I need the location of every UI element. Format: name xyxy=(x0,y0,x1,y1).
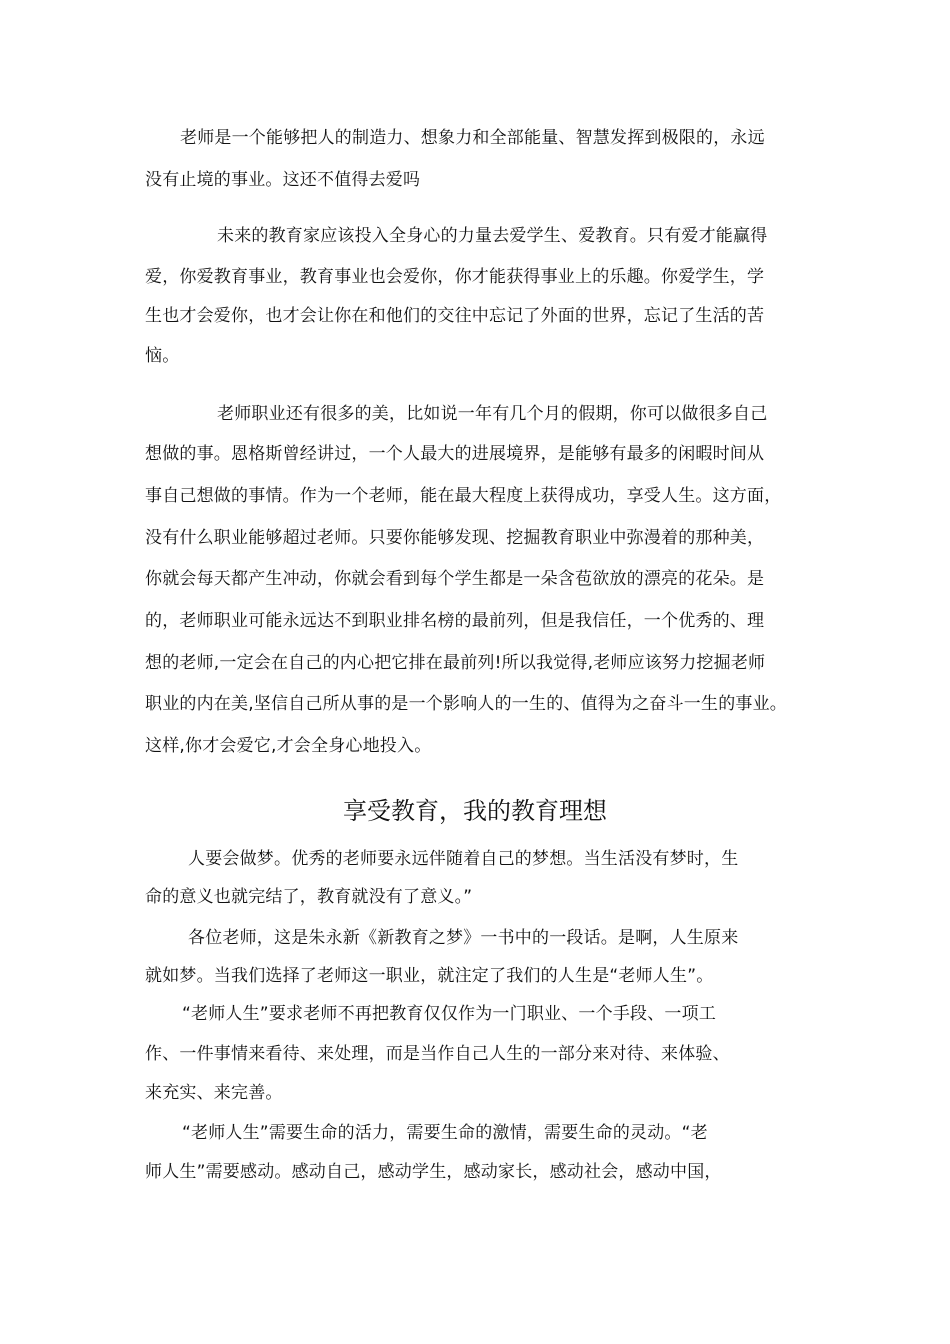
paragraph-3-line-2: 想做的事。恩格斯曾经讲过，一个人最大的进展境界，是能够有最多的闲暇时间从 xyxy=(145,444,765,464)
section-paragraph-3-line-2: 作、一件事情来看待、来处理，而是当作自己人生的一部分来对待、来体验、 xyxy=(145,1044,730,1064)
section-paragraph-4-line-2: 师人生”需要感动。感动自己，感动学生，感动家长，感动社会，感动中国， xyxy=(145,1162,722,1182)
paragraph-1-line-2: 没有止境的事业。这还不值得去爱吗 xyxy=(145,170,421,190)
section-paragraph-3-line-3: 来充实、来完善。 xyxy=(145,1083,283,1103)
paragraph-1-line-1: 老师是一个能够把人的制造力、想象力和全部能量、智慧发挥到极限的，永远 xyxy=(180,128,765,148)
section-paragraph-4-line-1: “老师人生”需要生命的活力，需要生命的激情，需要生命的灵动。“老 xyxy=(182,1123,708,1143)
paragraph-2-line-1: 未来的教育家应该投入全身心的力量去爱学生、爱教育。只有爱才能赢得 xyxy=(217,226,768,246)
section-paragraph-3-line-1: “老师人生”要求老师不再把教育仅仅作为一门职业、一个手段、一项工 xyxy=(182,1004,717,1024)
section-title: 享受教育，我的教育理想 xyxy=(343,797,607,825)
paragraph-3-line-1: 老师职业还有很多的美，比如说一年有几个月的假期，你可以做很多自己 xyxy=(217,404,768,424)
paragraph-3-line-7: 想的老师,一定会在自己的内心把它排在最前列!所以我觉得,老师应该努力挖掘老师 xyxy=(145,653,766,673)
paragraph-3-line-5: 你就会每天都产生冲动，你就会看到每个学生都是一朵含苞欲放的漂亮的花朵。是 xyxy=(145,569,765,589)
paragraph-3-line-4: 没有什么职业能够超过老师。只要你能够发现、挖掘教育职业中弥漫着的那种美， xyxy=(145,528,765,548)
paragraph-3-line-3: 事自己想做的事情。作为一个老师，能在最大程度上获得成功，享受人生。这方面， xyxy=(145,486,782,506)
paragraph-3-line-8: 职业的内在美,坚信自己所从事的是一个影响人的一生的、值得为之奋斗一生的事业。 xyxy=(145,694,788,714)
paragraph-2-line-3: 生也才会爱你，也才会让你在和他们的交往中忘记了外面的世界，忘记了生活的苦 xyxy=(145,306,765,326)
section-paragraph-1-line-1: 人要会做梦。优秀的老师要永远伴随着自己的梦想。当生活没有梦时，生 xyxy=(188,849,739,869)
section-paragraph-2-line-1: 各位老师，这是朱永新《新教育之梦》一书中的一段话。是啊，人生原来 xyxy=(188,928,739,948)
paragraph-2-line-2: 爱，你爱教育事业，教育事业也会爱你，你才能获得事业上的乐趣。你爱学生，学 xyxy=(145,267,765,287)
paragraph-3-line-9: 这样,你才会爱它,才会全身心地投入。 xyxy=(145,736,432,756)
section-paragraph-2-line-2: 就如梦。当我们选择了老师这一职业，就注定了我们的人生是“老师人生”。 xyxy=(145,966,714,986)
paragraph-3-line-6: 的，老师职业可能永远达不到职业排名榜的最前列，但是我信任，一个优秀的、理 xyxy=(145,611,765,631)
section-paragraph-1-line-2: 命的意义也就完结了，教育就没有了意义。” xyxy=(145,887,473,907)
paragraph-2-line-4: 恼。 xyxy=(145,346,180,366)
